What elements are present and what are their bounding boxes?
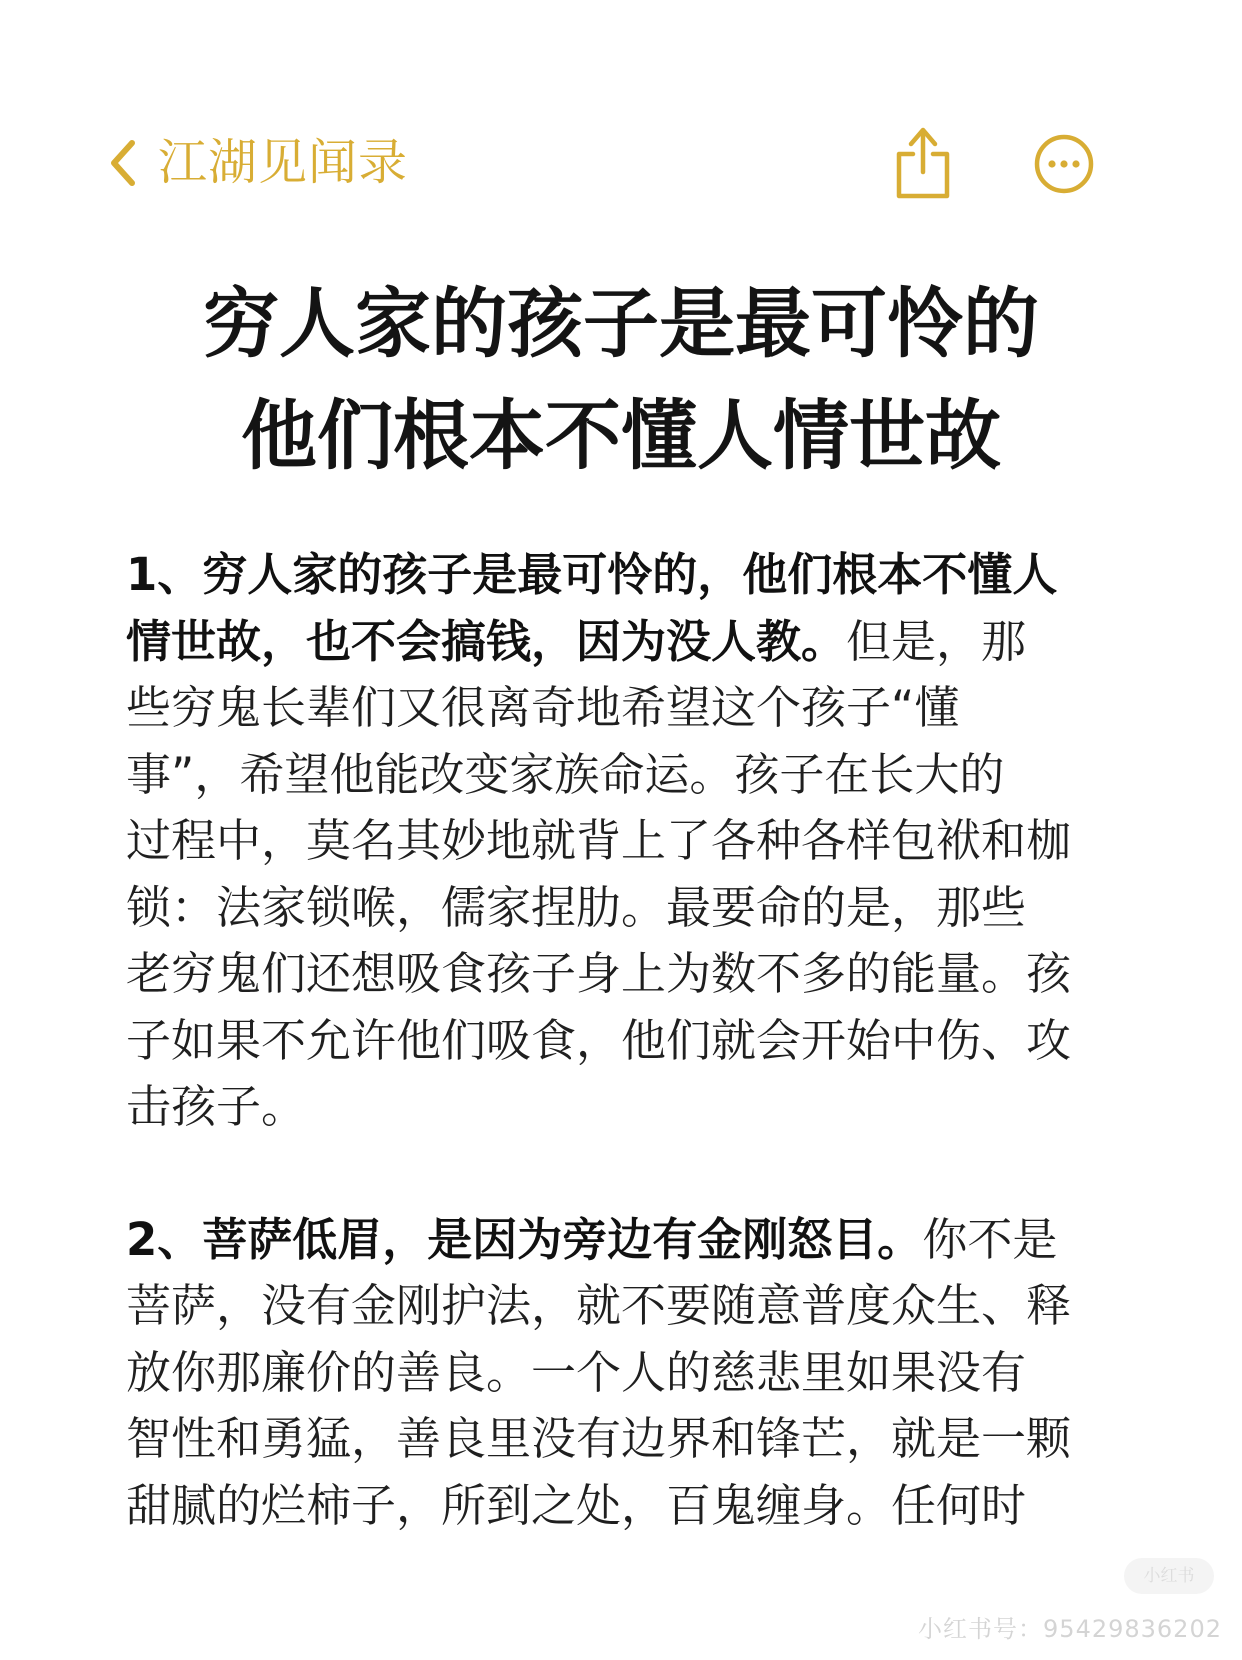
paragraph-1 [126,542,1126,1141]
body-text: 过程中，莫名其妙地就背上了各种各样包袱和枷 [126,814,1072,867]
share-icon[interactable] [893,124,953,200]
body-text: 放你那廉价的善良。一个人的慈悲里如果没有 [126,1345,1027,1399]
text-line [126,1273,1126,1340]
note-body [126,542,1126,1539]
text-line [126,609,1126,676]
text-line [126,1074,1126,1141]
text-line [126,742,1126,809]
title-line-1: 穷人家的孩子是最可怜的 [203,279,1039,368]
text-line [126,1406,1126,1473]
body-text: 锁：法家锁喉，儒家捏肋。最要命的是，那些 [126,880,1027,934]
text-line [126,1340,1126,1407]
text-line [126,808,1126,875]
text-line [126,1473,1126,1540]
watermark-badge: 小红书 [1124,1558,1214,1594]
body-text: 些穷鬼长辈们又很离奇地希望这个孩子“懂 [126,681,960,734]
title-line-2: 他们根本不懂人情世故 [241,391,1001,480]
watermark-text: 小红书号：954298362​02 [918,1615,1222,1643]
body-text: 智性和勇猛，善良里没有边界和锋芒，就是一颗 [126,1412,1072,1465]
back-button[interactable] [108,128,408,198]
text-line [126,542,1126,609]
body-text: 甜腻的烂柿子，所到之处，百鬼缠身。任何时 [126,1478,1027,1532]
body-text: 子如果不允许他们吸食，他们就会开始中伤、攻 [126,1013,1072,1067]
body-text: 老穷鬼们还想吸食孩子身上为数不多的能量。孩 [126,947,1072,1000]
top-navigation-bar [0,0,1242,240]
body-text: 你不是 [922,1212,1058,1266]
chevron-left-icon [108,139,138,187]
text-line [126,1008,1126,1075]
text-line [126,875,1126,942]
body-text: 菩萨，没有金刚护法，就不要随意普度众生、释 [126,1279,1072,1332]
body-text: 事”，希望他能改变家族命运。孩子在长大的 [126,747,1005,801]
body-text: 击孩子。 [126,1080,307,1133]
body-text: 但是，那 [846,614,1027,668]
text-line [126,941,1126,1008]
text-line [126,1207,1126,1274]
text-line [126,675,1126,742]
paragraph-2 [126,1207,1126,1540]
back-label: 江湖见闻录 [158,134,409,191]
bold-text: 情世故，也不会搞钱，因为没人教。 [126,614,847,668]
more-icon[interactable] [1033,133,1095,195]
bold-text: 2、菩萨低眉，是因为旁边有金刚怒目。 [126,1212,923,1266]
note-title [0,268,1242,492]
bold-text: 1、穷人家的孩子是最可怜的，他们根本不懂人 [126,548,1058,601]
